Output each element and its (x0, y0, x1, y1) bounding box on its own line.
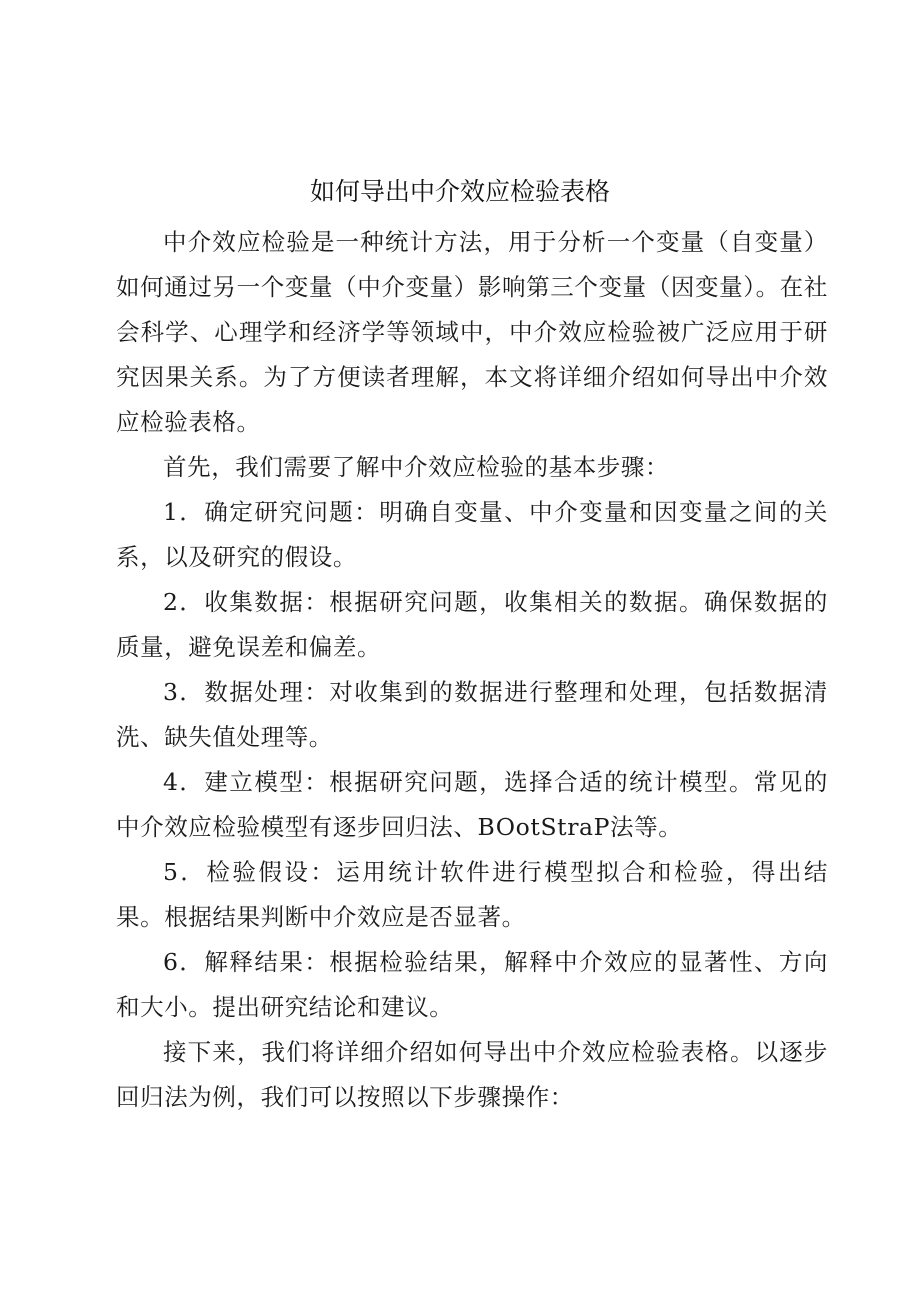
paragraph-step-2: 2．收集数据：根据研究问题，收集相关的数据。确保数据的质量，避免误差和偏差。 (116, 588, 828, 661)
document-title: 如何导出中介效应检验表格 (309, 177, 610, 206)
paragraph-step-4: 4．建立模型：根据研究问题，选择合适的统计模型。常见的中介效应检验模型有逐步回归法、BOotStraP法等。 (116, 768, 828, 841)
paragraph-intro: 中介效应检验是一种统计方法，用于分析一个变量（自变量）如何通过另一个变量（中介变量）影响第三个变量（因变量）。在社会科学、心理学和经济学等领域中，中介效应检验被广泛应用于研究因果关系。为了方便读者理解，本文将详细介绍如何导出中介效应检验表格。 (116, 228, 828, 436)
paragraph-step-1: 1．确定研究问题：明确自变量、中介变量和因变量之间的关系，以及研究的假设。 (116, 498, 828, 571)
paragraph-step-5: 5．检验假设：运用统计软件进行模型拟合和检验，得出结果。根据结果判断中介效应是否显著。 (116, 858, 828, 931)
paragraph-step-3: 3．数据处理：对收集到的数据进行整理和处理，包括数据清洗、缺失值处理等。 (116, 678, 828, 751)
document-body (116, 220, 828, 1120)
paragraph-steps-lead: 首先，我们需要了解中介效应检验的基本步骤： (163, 453, 670, 481)
paragraph-next: 接下来，我们将详细介绍如何导出中介效应检验表格。以逐步回归法为例，我们可以按照以下步骤操作： (116, 1038, 828, 1111)
paragraph-step-6: 6．解释结果：根据检验结果，解释中介效应的显著性、方向和大小。提出研究结论和建议。 (116, 948, 828, 1021)
